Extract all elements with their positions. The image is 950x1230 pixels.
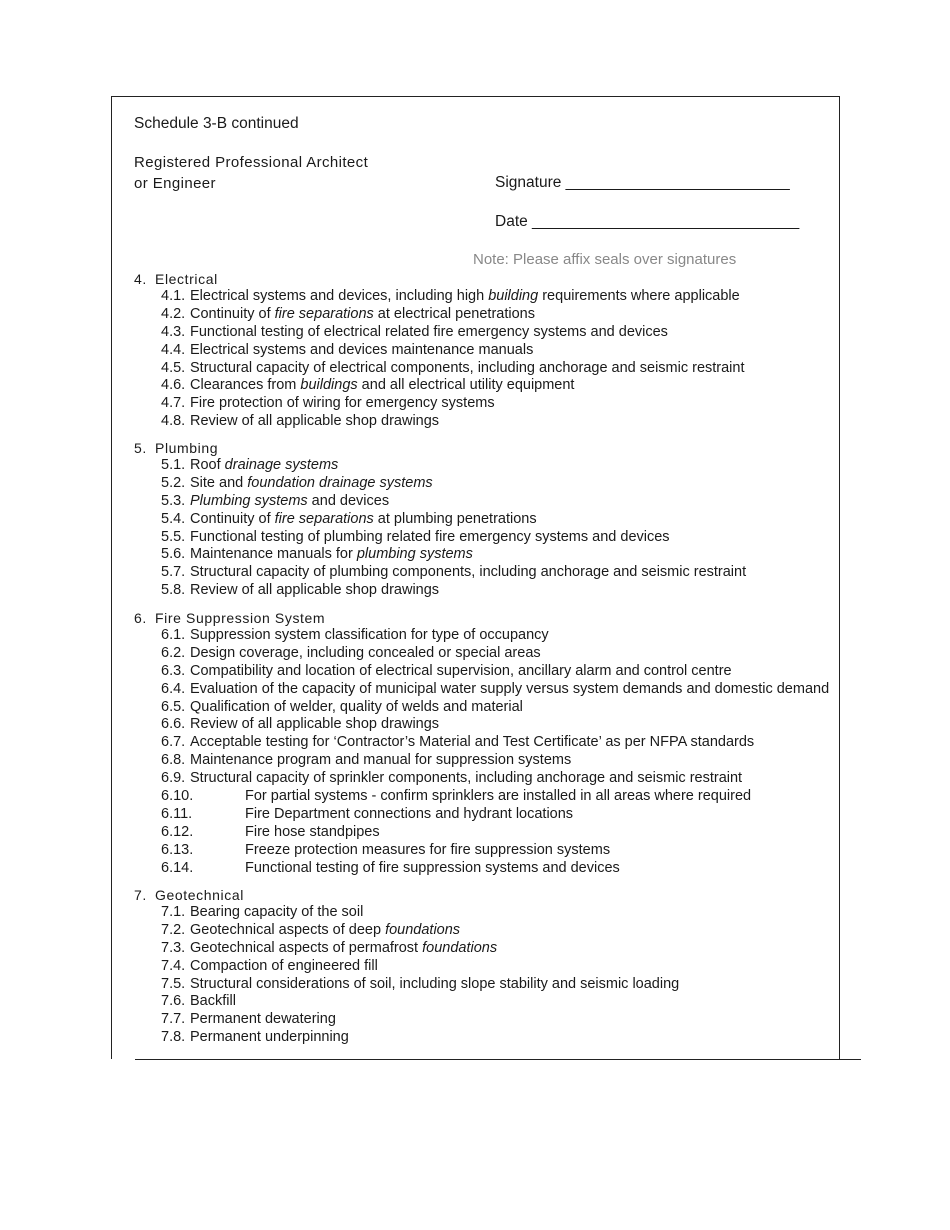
item-number: 4.8. [161,413,186,430]
section-number: 6. [134,610,147,626]
item-number: 5.1. [161,457,186,473]
section-number: 5. [134,440,147,456]
item-text-pre: Permanent dewatering [190,1011,336,1028]
list-item [134,860,834,878]
item-text [245,788,751,806]
item-text-pre: Fire Department connections and hydrant locations [245,805,574,822]
item-text-pre: Site and [190,474,248,491]
item-text-pre: Qualification of welder, quality of welds and material [190,698,523,715]
item-text-post: requirements where applicable [538,288,740,304]
item-text [190,493,389,511]
list-item [134,681,834,699]
item-text-italic: foundations [422,939,498,956]
item-text [190,324,668,342]
list-item [134,663,834,681]
item-text [190,716,439,734]
item-text [190,922,460,940]
list-item [134,842,834,860]
item-text-pre: Electrical systems and devices, including high [190,288,489,304]
registrant-label-line2: or Engineer [134,175,216,192]
item-text [190,511,537,529]
item-text [190,958,378,976]
item-number: 6.11. [161,805,193,822]
item-number: 4.4. [161,341,186,358]
item-text-pre: Structural considerations of soil, including slope stability and seismic loading [190,975,680,992]
section-title: Geotechnical [155,887,244,903]
item-text-pre: Suppression system classification for type of occupancy [190,627,549,643]
item-text [190,734,754,752]
item-text [190,306,535,324]
item-text [190,1011,336,1029]
list-item [134,716,834,734]
item-text-pre: Permanent underpinning [190,1029,349,1046]
item-text-italic: Plumbing systems [190,492,308,509]
item-text-pre: Fire hose standpipes [245,823,380,840]
list-item [134,824,834,842]
item-text-pre: Geotechnical aspects of permafrost [190,939,423,956]
item-text-pre: Design coverage, including concealed or special areas [190,644,541,661]
item-text [190,976,679,994]
item-number: 5.3. [161,492,186,509]
item-text-pre: Compatibility and location of electrical supervision, ancillary alarm and control centre [190,662,732,679]
item-text [190,360,745,378]
list-item [134,976,834,994]
item-text [190,940,497,958]
list-item [134,645,834,663]
item-text [190,457,338,475]
item-number: 6.1. [161,627,186,643]
item-text [190,904,363,922]
item-number: 4.5. [161,359,186,376]
item-number: 6.5. [161,698,186,715]
list-item [134,993,834,1011]
item-text [190,395,495,413]
item-number: 5.2. [161,474,186,491]
list-item [134,770,834,788]
item-text [245,842,610,860]
item-text [190,770,742,788]
item-text-italic: building [488,288,539,304]
list-item [134,457,834,475]
item-text-italic: buildings [300,377,358,394]
item-number: 6.6. [161,716,186,733]
item-text [190,546,473,564]
seal-note: Note: Please affix seals over signatures [473,251,737,268]
item-text [190,529,670,547]
list-item [134,493,834,511]
list-item [134,904,834,922]
item-number: 7.8. [161,1029,186,1046]
item-text [190,475,433,493]
item-text-italic: foundations [385,921,461,938]
item-text-pre: Functional testing of plumbing related fire emergency systems and devices [190,528,670,545]
item-text-pre: Evaluation of the capacity of municipal water supply versus system demands and domestic demand [190,680,830,697]
item-text-italic: drainage systems [224,457,339,473]
item-text [190,681,829,699]
item-text-pre: Freeze protection measures for fire suppression systems [245,841,611,858]
registrant-label-line1: Registered Professional Architect [134,154,369,171]
item-number: 4.1. [161,288,186,304]
item-text-pre: Review of all applicable shop drawings [190,582,440,599]
item-number: 7.7. [161,1011,186,1028]
list-item [134,546,834,564]
item-text-pre: Structural capacity of electrical components, including anchorage and seismic restraint [190,359,745,376]
list-item [134,324,834,342]
item-text-pre: Bearing capacity of the soil [190,904,364,920]
item-text [190,377,574,395]
list-item [134,922,834,940]
list-item [134,806,834,824]
item-number: 5.6. [161,546,186,563]
item-text [190,564,746,582]
list-item [134,958,834,976]
item-text [190,645,541,663]
item-text-pre: Backfill [190,993,236,1010]
item-text [190,663,732,681]
item-number: 7.4. [161,957,186,974]
section-plumbing [134,439,834,600]
item-number: 6.10. [161,788,194,805]
item-text [190,342,533,360]
item-number: 7.6. [161,993,186,1010]
section-fire-suppression [134,609,834,877]
item-text [190,752,571,770]
item-text [190,993,236,1011]
list-item [134,511,834,529]
date-field[interactable]: Date _______________________________ [495,213,800,230]
section-title: Electrical [155,271,218,287]
item-number: 7.2. [161,921,186,938]
item-number: 5.8. [161,582,186,599]
list-item [134,413,834,431]
section-heading [134,886,834,904]
item-number: 6.12. [161,823,194,840]
item-number: 6.4. [161,680,186,697]
section-geotechnical [134,886,834,1047]
item-text-post: and all electrical utility equipment [357,377,575,394]
list-item [134,564,834,582]
item-text-post: at plumbing penetrations [373,510,537,527]
list-item [134,342,834,360]
list-item [134,734,834,752]
item-number: 7.1. [161,904,186,920]
item-text [245,806,573,824]
item-number: 6.3. [161,662,186,679]
item-number: 6.7. [161,734,186,751]
section-heading [134,439,834,457]
item-text [190,699,523,717]
list-item [134,582,834,600]
item-text-italic: plumbing systems [356,546,473,563]
list-item [134,1029,834,1047]
list-item [134,475,834,493]
section-title: Plumbing [155,440,219,456]
list-item [134,288,834,306]
list-item [134,940,834,958]
item-text-pre: Review of all applicable shop drawings [190,413,440,430]
page-title: Schedule 3-B continued [134,115,299,132]
list-item [134,627,834,645]
item-text-pre: Roof [190,457,225,473]
item-text [190,582,439,600]
item-text-post: and devices [307,492,390,509]
item-number: 7.3. [161,939,186,956]
item-text-pre: Functional testing of fire suppression systems and devices [245,859,620,876]
item-number: 4.7. [161,395,186,412]
section-number: 4. [134,271,147,287]
item-text-pre: Structural capacity of plumbing components, including anchorage and seismic restraint [190,564,747,581]
list-item [134,699,834,717]
item-number: 6.14. [161,859,194,876]
item-text [245,824,380,842]
item-text [190,413,439,431]
item-text-pre: Functional testing of electrical related fire emergency systems and devices [190,323,668,340]
item-number: 6.2. [161,644,186,661]
item-text-pre: Structural capacity of sprinkler components, including anchorage and seismic restraint [190,770,743,787]
item-text-pre: Electrical systems and devices maintenance manuals [190,341,534,358]
item-text-pre: Maintenance manuals for [190,546,357,563]
item-text-pre: Clearances from [190,377,301,394]
item-text-pre: Review of all applicable shop drawings [190,716,440,733]
item-text-pre: Acceptable testing for ‘Contractor’s Material and Test Certificate’ as per NFPA standards [190,734,755,751]
list-item [134,306,834,324]
item-number: 4.2. [161,305,186,322]
item-text-pre: For partial systems - confirm sprinklers are installed in all areas where required [245,788,752,805]
list-item [134,377,834,395]
section-number: 7. [134,887,147,903]
item-text-pre: Compaction of engineered fill [190,957,378,974]
item-text-pre: Geotechnical aspects of deep [190,921,386,938]
item-number: 5.7. [161,564,186,581]
section-electrical [134,270,834,431]
item-text-italic: foundation drainage systems [247,474,433,491]
item-text-pre: Continuity of [190,305,275,322]
list-item [134,360,834,378]
bottom-rule [135,1059,861,1060]
item-number: 6.13. [161,841,194,858]
section-heading [134,609,834,627]
item-number: 5.4. [161,510,186,527]
item-text-italic: fire separations [274,305,374,322]
item-text-post: at electrical penetrations [373,305,535,322]
item-number: 6.8. [161,752,186,769]
item-text-pre: Fire protection of wiring for emergency systems [190,395,495,412]
item-text [245,860,620,878]
item-text-italic: fire separations [274,510,374,527]
item-number: 6.9. [161,770,186,787]
item-number: 4.3. [161,323,186,340]
item-text [190,288,740,306]
list-item [134,529,834,547]
section-title: Fire Suppression System [155,610,326,626]
list-item [134,395,834,413]
signature-field[interactable]: Signature __________________________ [495,174,790,191]
list-item [134,752,834,770]
list-item [134,788,834,806]
item-text-pre: Maintenance program and manual for suppression systems [190,752,572,769]
section-heading [134,270,834,288]
item-number: 5.5. [161,528,186,545]
list-item [134,1011,834,1029]
item-text-pre: Continuity of [190,510,275,527]
item-text [190,1029,349,1047]
item-number: 7.5. [161,975,186,992]
item-text [190,627,549,645]
item-number: 4.6. [161,377,186,394]
